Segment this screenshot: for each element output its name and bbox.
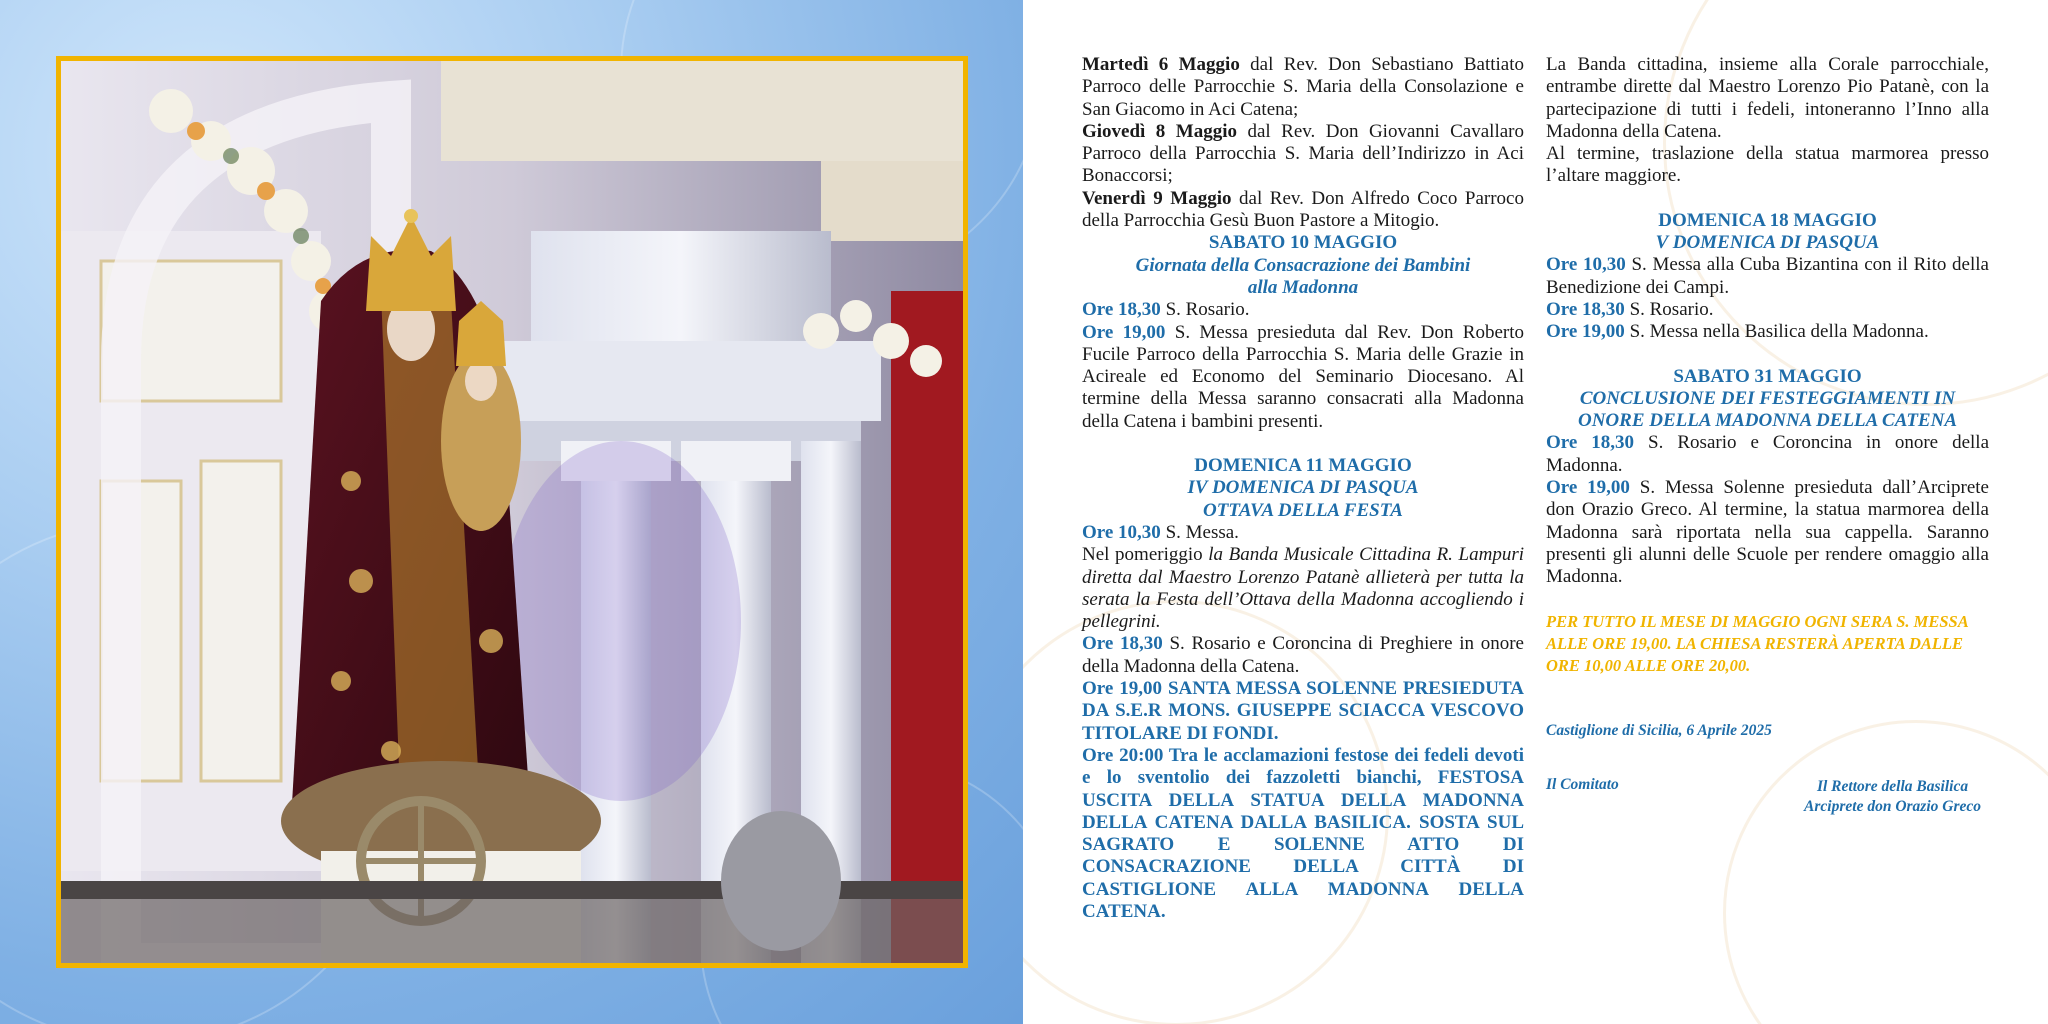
monthly-notice: PER TUTTO IL MESE DI MAGGIO OGNI SERA S. MESSA ALLE ORE 19,00. LA CHIESA RESTERÀ APERTA DALLE ORE 10,00 ALLE ORE 20,00. — [1546, 611, 1968, 675]
section-subtitle: alla Madonna — [1247, 276, 1359, 298]
event-text: S. Messa alla Cuba Bizantina con il Rito della Benedizione dei Campi. — [1546, 254, 1989, 298]
signature-comitato: Il Comitato — [1546, 775, 1619, 793]
schedule-item — [1082, 522, 1524, 544]
left-panel — [0, 0, 1023, 1024]
date-label: Giovedì 8 Maggio — [1082, 120, 1237, 142]
paragraph-text: dal Rev. Don Sebastiano Battiato Parroco delle Parrocchie S. Maria della Consolazione e San Giacomo in Aci Catena; — [1082, 54, 1525, 120]
paragraph-pomeriggio — [1082, 544, 1524, 633]
paragraph-venerdi — [1082, 188, 1524, 233]
section-title: SABATO 10 MAGGIO — [1208, 232, 1398, 254]
section-subtitle: ONORE DELLA MADONNA DELLA CATENA — [1577, 410, 1958, 432]
statue-illustration — [61, 61, 963, 963]
event-text: S. Messa nella Basilica della Madonna. — [1624, 321, 1929, 343]
time-label: Ore 18,30 — [1082, 633, 1163, 655]
date-place: Castiglione di Sicilia, 6 Aprile 2025 — [1546, 721, 1772, 739]
event-text: S. Rosario e Coroncina di Preghiere in onore della Madonna della Catena. — [1082, 633, 1524, 677]
section-subtitle: OTTAVA DELLA FESTA — [1203, 499, 1403, 521]
section-title: SABATO 31 MAGGIO — [1673, 365, 1862, 387]
rettore-name: Arciprete don Orazio Greco — [1804, 797, 1981, 815]
section-subtitle: IV DOMENICA DI PASQUA — [1187, 477, 1419, 499]
event-text: Nel pomeriggio — [1082, 544, 1209, 566]
schedule-item — [1546, 432, 1989, 477]
schedule-item — [1546, 477, 1989, 588]
time-label: Ore 18,30 — [1546, 432, 1635, 454]
time-label: Ore 19,00 — [1082, 321, 1166, 343]
section-title: DOMENICA 11 MAGGIO — [1194, 455, 1412, 477]
paragraph-traslazione: Al termine, traslazione della statua marmorea presso l’altare maggiore. — [1546, 143, 1989, 187]
signature-rettore — [1804, 777, 1981, 817]
procession-item: Ore 20:00 Tra le acclamazioni festose dei fedeli devoti e lo sventolio dei fazzoletti bianchi, FESTOSA USCITA DELLA STATUA DELLA MADONNA DELLA CATENA DALLA BASILICA. SOSTA SUL SAGRATO E SOLENNE ATTO DI CONSACRAZIONE DELLA CITTÀ DI CASTIGLIONE ALLA MADONNA DELLA CATENA. — [1082, 744, 1524, 922]
schedule-item — [1082, 299, 1524, 321]
program-column-1 — [1082, 54, 1524, 923]
paragraph-text: dal Rev. Don Alfredo Coco Parroco della Parrocchia Gesù Buon Pastore a Mitogio. — [1082, 187, 1524, 232]
time-label: Ore 19,00 — [1546, 321, 1625, 343]
schedule-item — [1546, 299, 1989, 321]
rettore-title: Il Rettore della Basilica — [1816, 777, 1969, 795]
event-text: S. Messa. — [1160, 521, 1239, 543]
section-subtitle: Giornata della Consacrazione dei Bambini — [1135, 254, 1471, 276]
paragraph-martedi — [1082, 54, 1524, 121]
time-label: Ore 10,30 — [1546, 254, 1626, 276]
event-text: S. Messa Solenne presieduta dall’Arciprete don Orazio Greco. Al termine, la statua marmorea della Madonna sarà riportata nella sua cappella. Saranno presenti gli alunni delle Scuole per rendere omaggio alla Madonna. — [1546, 477, 1989, 588]
schedule-item — [1546, 321, 1989, 343]
event-text: S. Rosario. — [1624, 298, 1714, 320]
event-text: S. Rosario. — [1160, 299, 1250, 321]
time-label: Ore 18,30 — [1082, 299, 1161, 321]
date-label: Venerdì 9 Maggio — [1082, 187, 1232, 209]
paragraph-giovedi — [1082, 121, 1524, 188]
event-text-italic: la Banda Musicale Cittadina R. Lampuri diretta dal Maestro Lorenzo Patanè allieterà per tutta la serata la Festa dell’Ottava della Madonna accogliendo i pellegrini. — [1082, 544, 1525, 633]
program-column-2 — [1546, 54, 1989, 819]
schedule-item — [1082, 633, 1524, 678]
date-label: Martedì 6 Maggio — [1082, 54, 1240, 75]
event-text: S. Messa presieduta dal Rev. Don Roberto Fucile Parroco della Parrocchia S. Maria delle Grazie in Acireale ed Economo del Seminario Diocesano. Al termine della Messa saranno consacrati alla Madonna della Catena i bambini presenti. — [1082, 321, 1524, 432]
schedule-item — [1082, 322, 1524, 433]
section-subtitle: CONCLUSIONE DEI FESTEGGIAMENTI IN — [1579, 387, 1956, 409]
schedule-item — [1546, 254, 1989, 299]
time-label: Ore 10,30 — [1082, 521, 1161, 543]
paragraph-text: dal Rev. Don Giovanni Cavallaro Parroco della Parrocchia S. Maria dell’Indirizzo in Aci Bonaccorsi; — [1082, 120, 1524, 187]
section-subtitle: V DOMENICA DI PASQUA — [1655, 232, 1880, 254]
signatures — [1546, 775, 1989, 819]
event-text: S. Rosario e Coroncina in onore della Madonna. — [1546, 432, 1989, 476]
madonna-statue-photo — [56, 56, 968, 968]
solemn-mass-item: Ore 19,00 SANTA MESSA SOLENNE PRESIEDUTA DA S.E.R MONS. GIUSEPPE SCIACCA VESCOVO TITOLARE DI FONDI. — [1082, 678, 1524, 744]
paragraph-banda: La Banda cittadina, insieme alla Corale parrocchiale, entrambe dirette dal Maestro Lorenzo Pio Patanè, con la partecipazione di tutti i fedeli, intoneranno l’Inno alla Madonna della Catena. — [1546, 54, 1989, 142]
time-label: Ore 19,00 — [1546, 477, 1630, 499]
time-label: Ore 18,30 — [1546, 298, 1625, 320]
section-title: DOMENICA 18 MAGGIO — [1658, 209, 1877, 231]
